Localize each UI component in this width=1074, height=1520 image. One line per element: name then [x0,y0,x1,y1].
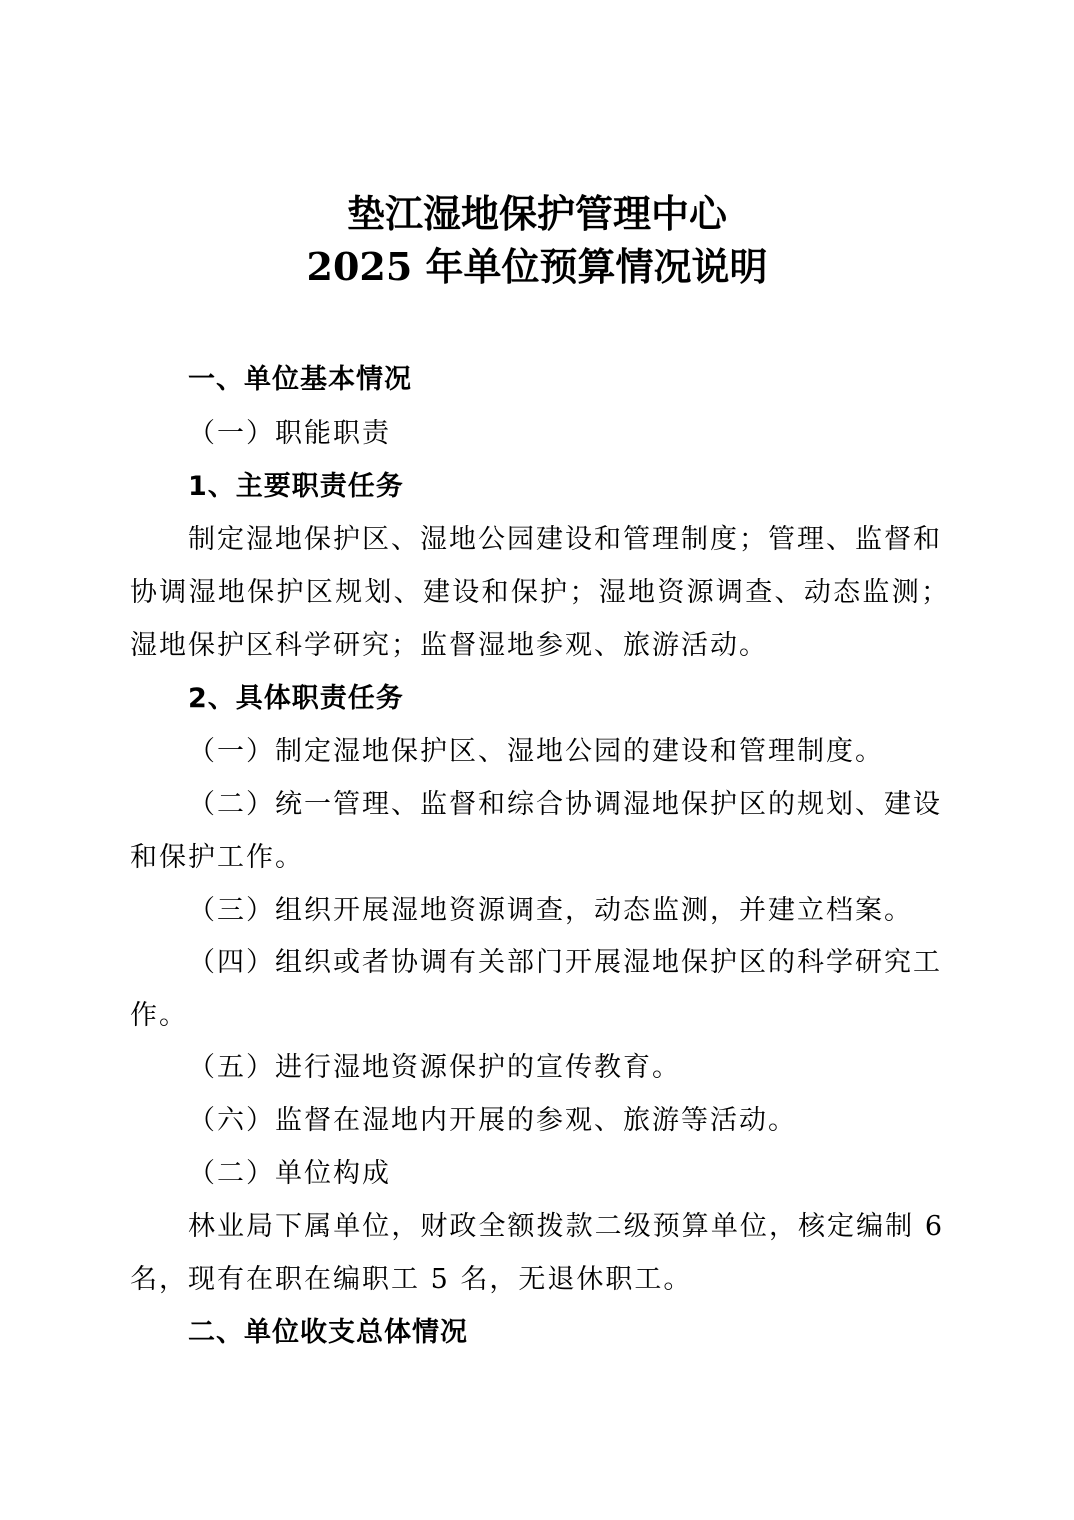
duty-item-continuation: 作。 [130,1000,188,1031]
duty-item: （五）进行湿地资源保护的宣传教育。 [188,1052,681,1083]
section-heading-budget-overview: 二、单位收支总体情况 [188,1317,468,1348]
document-title-line-1: 垫江湿地保护管理中心 [346,191,727,236]
item-heading-main-duties: 1、主要职责任务 [188,471,404,502]
duty-item: （四）组织或者协调有关部门开展湿地保护区的科学研究工 [188,947,942,978]
main-duties-paragraph-line: 协调湿地保护区规划、建设和保护；湿地资源调查、动态监测； [130,577,950,608]
duty-item: （二）统一管理、监督和综合协调湿地保护区的规划、建设 [188,789,942,820]
duty-item: （一）制定湿地保护区、湿地公园的建设和管理制度。 [188,736,884,767]
main-duties-paragraph-line: 制定湿地保护区、湿地公园建设和管理制度；管理、监督和 [188,524,942,555]
main-duties-paragraph-line: 湿地保护区科学研究；监督湿地参观、旅游活动。 [130,630,768,661]
document-title-line-2: 2025 年单位预算情况说明 [306,244,768,289]
duty-item: （三）组织开展湿地资源调查，动态监测，并建立档案。 [188,895,913,926]
subsection-heading-functions: （一）职能职责 [188,418,391,449]
composition-paragraph-line: 名，现有在职在编职工 5 名，无退休职工。 [130,1264,693,1295]
subsection-heading-composition: （二）单位构成 [188,1158,391,1189]
duty-item-continuation: 和保护工作。 [130,842,304,873]
section-heading-basic-info: 一、单位基本情况 [188,364,412,395]
composition-paragraph-line: 林业局下属单位，财政全额拨款二级预算单位，核定编制 6 [188,1211,944,1242]
duty-item: （六）监督在湿地内开展的参观、旅游等活动。 [188,1105,797,1136]
item-heading-specific-duties: 2、具体职责任务 [188,683,404,714]
